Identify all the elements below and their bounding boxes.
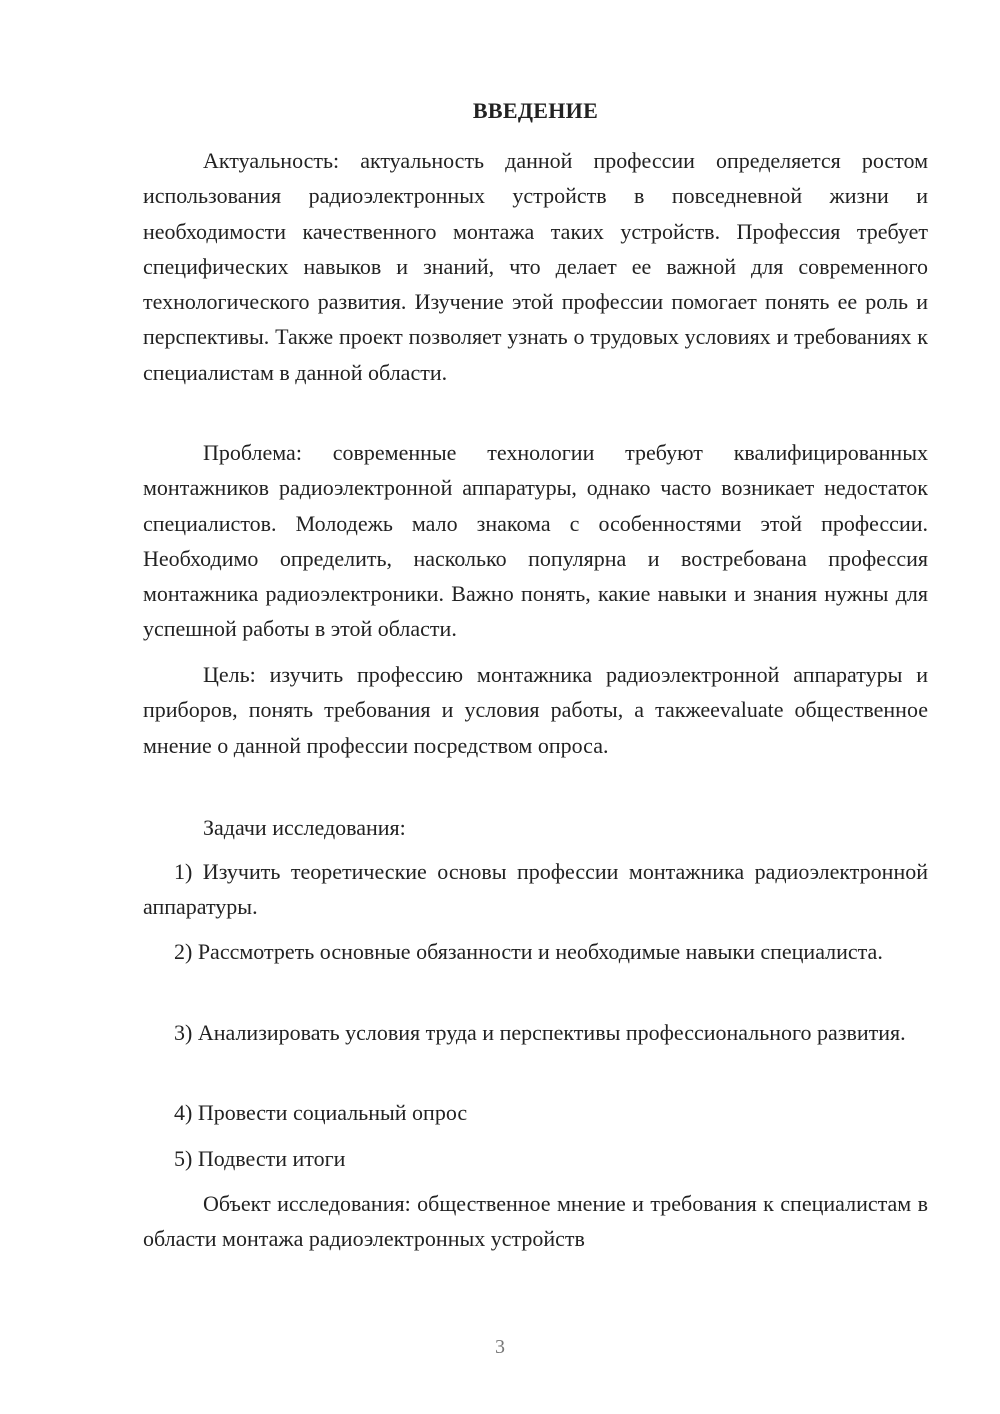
task-item-2: 2) Рассмотреть основные обязанности и необходимые навыки специалиста. (174, 939, 883, 964)
task-item-5: 5) Подвести итоги (174, 1146, 346, 1171)
task-item-1: 1) Изучить теоретические основы профессии монтажника радиоэлектронной аппаратуры. (143, 859, 928, 920)
page-title: ВВЕДЕНИЕ (472, 98, 599, 123)
paragraph-relevance: Актуальность: актуальность данной профессии определяется ростом использования радиоэлектронных устройств в повседневной жизни и необходимости качественного монтажа таких устройств. Профессия требует специфических навыков и знаний, что делает ее важной для современного технологического развития. Изучение этой профессии помогает понять ее роль и перспективы. Также проект позволяет узнать о трудовых условиях и требованиях к специалистам в данной области. (143, 148, 928, 385)
page-number: 3 (495, 1336, 505, 1358)
paragraph-problem: Проблема: современные технологии требуют квалифицированных монтажников радиоэлектронной аппаратуры, однако часто возникает недостаток специалистов. Молодежь мало знакома с особенностями этой профессии. Необходимо определить, насколько популярна и востребована профессия монтажника радиоэлектроники. Важно понять, какие навыки и знания нужны для успешной работы в этой области. (143, 440, 928, 642)
task-item-4: 4) Провести социальный опрос (174, 1100, 468, 1125)
task-item-3: 3) Анализировать условия труда и перспективы профессионального развития. (174, 1020, 906, 1045)
paragraph-object: Объект исследования: общественное мнение и требования к специалистам в области монтажа радиоэлектронных устройств (143, 1191, 928, 1252)
paragraph-goal: Цель: изучить профессию монтажника радиоэлектронной аппаратуры и приборов, понять требования и условия работы, а такжеevaluate общественное мнение о данной профессии посредством опроса. (143, 662, 928, 758)
tasks-heading: Задачи исследования: (203, 815, 406, 840)
